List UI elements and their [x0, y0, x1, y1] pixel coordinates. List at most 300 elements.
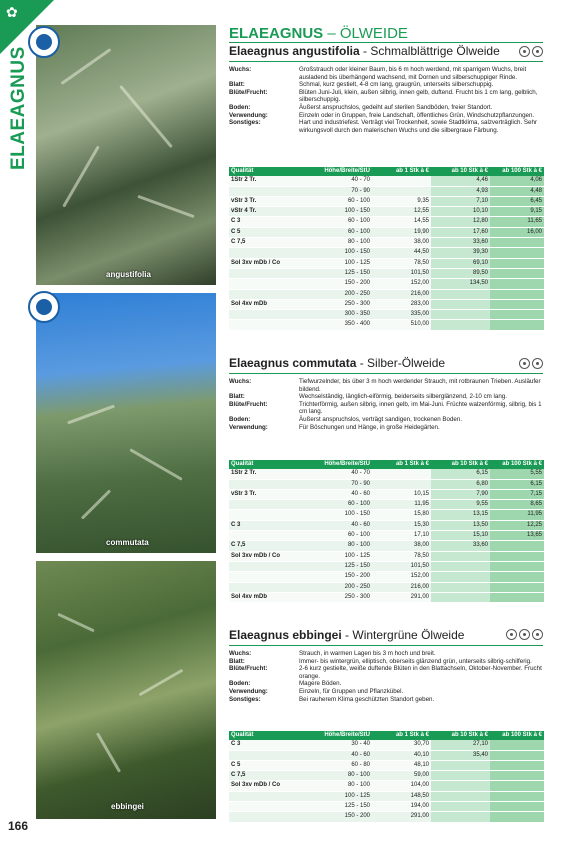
table-row [229, 248, 544, 258]
table-row [229, 489, 544, 499]
table-cell: 15,30 [372, 520, 431, 530]
table-cell [229, 791, 298, 801]
column-header: Qualität [229, 460, 298, 469]
table-cell: 60 - 100 [298, 531, 372, 541]
table-cell: 60 - 100 [298, 500, 372, 510]
table-row [229, 227, 544, 237]
table-cell: vStr 4 Tr. [229, 207, 298, 217]
page-title: ELAEAGNUS – ÖLWEIDE [229, 25, 408, 42]
table-cell [229, 500, 298, 510]
table-cell: 38,00 [372, 238, 431, 248]
page-number: 166 [8, 819, 29, 833]
info-value: Äußerst anspruchslos, verträgt sandigen, trockenen Boden. [299, 415, 463, 423]
table-cell: C 5 [229, 227, 298, 237]
table-row [229, 551, 544, 561]
table-cell: 101,50 [372, 561, 431, 571]
table-cell: 150 - 200 [298, 812, 372, 822]
table-row [229, 289, 544, 299]
sun-icon [532, 358, 543, 369]
table-cell [490, 258, 544, 268]
species-title: Elaeagnus commutata - Silber-Ölweide [229, 356, 446, 370]
table-cell: 350 - 400 [298, 320, 372, 330]
info-row [229, 89, 545, 104]
info-label: Verwendung: [229, 111, 268, 119]
table-cell: 19,90 [372, 227, 431, 237]
column-header: ab 10 Stk à € [431, 167, 490, 176]
table-cell [490, 320, 544, 330]
table-cell [431, 812, 490, 822]
table-cell [229, 750, 298, 760]
table-cell: 4,06 [490, 176, 544, 186]
species-info [229, 378, 545, 431]
sun-icon [506, 629, 517, 640]
table-cell [229, 561, 298, 571]
photo-angustifolia [36, 25, 216, 285]
icon-group [519, 358, 543, 369]
column-header: ab 1 Stk à € [372, 731, 431, 740]
table-cell: C 7,5 [229, 238, 298, 248]
table-row [229, 186, 544, 196]
info-label: Sonstiges: [229, 119, 261, 127]
info-row [229, 688, 545, 696]
info-value: Strauch, in warmen Lagen bis 3 m hoch und breit. [299, 650, 436, 657]
table-cell [490, 812, 544, 822]
price-table [229, 460, 544, 603]
table-cell: Sol 3xv mDb / Co [229, 781, 298, 791]
quality-seal-icon [28, 26, 60, 58]
table-cell: 11,65 [490, 217, 544, 227]
info-value: Äußerst anspruchslos, gedeiht auf sterilen Sandböden, freier Standort. [299, 103, 493, 111]
table-cell: C 3 [229, 520, 298, 530]
column-header: Qualität [229, 167, 298, 176]
table-cell: 13,65 [490, 531, 544, 541]
table-cell [229, 812, 298, 822]
table-cell: 35,40 [431, 750, 490, 760]
table-row [229, 760, 544, 770]
table-cell [229, 186, 298, 196]
table-cell: 250 - 300 [298, 592, 372, 602]
table-cell: C 5 [229, 760, 298, 770]
table-cell: 216,00 [372, 289, 431, 299]
column-header: Höhe/Breite/StU [298, 460, 372, 469]
table-row [229, 781, 544, 791]
divider [229, 42, 543, 43]
table-cell: 12,55 [372, 207, 431, 217]
table-cell [431, 791, 490, 801]
table-cell: 100 - 125 [298, 791, 372, 801]
table-cell: 80 - 100 [298, 238, 372, 248]
table-row [229, 196, 544, 206]
info-value: Blüten Juni-Juli, klein, außen silbrig, innen gelb, duftend. Frucht bis 1 cm lang, gelblich, silberschuppig. [299, 88, 538, 104]
table-cell: 291,00 [372, 592, 431, 602]
info-row [229, 104, 545, 112]
table-cell: 40 - 60 [298, 520, 372, 530]
table-row [229, 310, 544, 320]
table-cell: 9,15 [490, 207, 544, 217]
table-cell: 14,55 [372, 217, 431, 227]
table-cell: 30 - 40 [298, 740, 372, 750]
table-row [229, 207, 544, 217]
table-cell: C 7,5 [229, 771, 298, 781]
column-header: ab 10 Stk à € [431, 731, 490, 740]
column-header: ab 100 Stk à € [490, 167, 544, 176]
table-cell [490, 268, 544, 278]
table-cell [490, 551, 544, 561]
info-row [229, 81, 545, 89]
table-row [229, 258, 544, 268]
table-row [229, 176, 544, 186]
table-cell: 78,50 [372, 258, 431, 268]
table-cell: 38,00 [372, 541, 431, 551]
table-cell [490, 299, 544, 309]
table-cell: 148,50 [372, 791, 431, 801]
table-cell: 100 - 125 [298, 258, 372, 268]
table-cell [431, 781, 490, 791]
info-label: Boden: [229, 103, 251, 111]
info-value: Hart und industriefest. Verträgt viel Trockenheit, sowie Stadtklima, salzverträglich. Sehr wirkungsvoll durch den malerischen Wuchs und die silbergraue Färbung. [299, 119, 537, 134]
table-cell: 59,00 [372, 771, 431, 781]
table-cell [490, 740, 544, 750]
info-label: Blatt: [229, 657, 245, 665]
table-row [229, 520, 544, 530]
table-cell [490, 771, 544, 781]
icon-group [519, 46, 543, 57]
table-cell: 16,00 [490, 227, 544, 237]
info-row [229, 119, 545, 134]
column-header: Höhe/Breite/StU [298, 731, 372, 740]
info-value: Schmal, kurz gestielt, 4-8 cm lang, graugrün, unterseits silberschuppig. [299, 81, 494, 89]
table-cell [229, 279, 298, 289]
table-row [229, 479, 544, 489]
column-header: ab 1 Stk à € [372, 167, 431, 176]
info-row [229, 112, 545, 120]
table-cell: 200 - 250 [298, 582, 372, 592]
info-row [229, 66, 545, 81]
table-cell: 33,60 [431, 238, 490, 248]
table-row [229, 740, 544, 750]
table-cell: 39,30 [431, 248, 490, 258]
table-cell [431, 572, 490, 582]
table-cell: 125 - 150 [298, 561, 372, 571]
table-cell: 40 - 60 [298, 750, 372, 760]
table-cell: 89,50 [431, 268, 490, 278]
table-cell: 80 - 100 [298, 541, 372, 551]
table-cell: 60 - 80 [298, 760, 372, 770]
table-row [229, 750, 544, 760]
table-cell: 40 - 70 [298, 176, 372, 186]
table-cell: 80 - 100 [298, 781, 372, 791]
info-value: 2-6 kurz gestielte, weiße duftende Blüten in den Blattachseln, Oktober-November. Frucht orange. [299, 665, 542, 680]
table-cell: 15,80 [372, 510, 431, 520]
info-row [229, 696, 545, 704]
info-label: Verwendung: [229, 687, 268, 695]
table-cell [490, 750, 544, 760]
table-cell: 134,50 [431, 279, 490, 289]
table-cell: 60 - 100 [298, 217, 372, 227]
info-row [229, 650, 545, 658]
table-cell: 510,00 [372, 320, 431, 330]
photo-caption: angustifolia [106, 270, 151, 279]
photo-ebbingei [36, 561, 216, 819]
table-cell: 10,10 [431, 207, 490, 217]
divider [229, 373, 543, 374]
table-row [229, 592, 544, 602]
table-cell: 6,80 [431, 479, 490, 489]
price-table [229, 167, 544, 331]
table-cell [490, 802, 544, 812]
table-cell: 5,55 [490, 469, 544, 479]
info-value: Großstrauch oder kleiner Baum, bis 6 m hoch werdend, mit sparrigem Wuchs, breit ausladend bis überhängend wachsend, mit Dornen und silberschuppiger Rinde. [299, 66, 527, 81]
table-cell: 125 - 150 [298, 802, 372, 812]
info-value: Immer- bis wintergrün, elliptisch, oberseits glänzend grün, unterseits silbrig-schilferig. [299, 657, 532, 665]
table-cell: 9,55 [431, 500, 490, 510]
info-label: Blatt: [229, 393, 245, 401]
table-cell [490, 238, 544, 248]
table-cell [229, 572, 298, 582]
photo-caption: commutata [106, 538, 149, 547]
table-cell: C 3 [229, 740, 298, 750]
side-title: ELAEAGNUS [8, 46, 29, 170]
table-cell: vStr 3 Tr. [229, 489, 298, 499]
table-cell: 48,10 [372, 760, 431, 770]
table-cell [431, 561, 490, 571]
table-cell [490, 310, 544, 320]
info-value: Wechselständig, länglich-eiförmig, beiderseits silberglänzend, 2-10 cm lang. [299, 393, 507, 401]
table-cell [372, 186, 431, 196]
table-cell: 70 - 90 [298, 186, 372, 196]
table-header-row [229, 731, 544, 740]
table-cell: 4,93 [431, 186, 490, 196]
table-cell: 70 - 90 [298, 479, 372, 489]
table-row [229, 299, 544, 309]
table-cell: 11,95 [490, 510, 544, 520]
info-value: Magere Böden. [299, 680, 342, 688]
table-cell [229, 268, 298, 278]
table-cell [490, 279, 544, 289]
info-label: Boden: [229, 680, 251, 688]
table-cell [431, 551, 490, 561]
table-cell: 6,15 [490, 479, 544, 489]
column-header: ab 10 Stk à € [431, 460, 490, 469]
table-cell: 152,00 [372, 279, 431, 289]
table-cell: 12,80 [431, 217, 490, 227]
table-cell: 250 - 300 [298, 299, 372, 309]
table-cell [229, 531, 298, 541]
table-cell: 40 - 60 [298, 489, 372, 499]
table-cell [431, 802, 490, 812]
info-value: Tiefwurzelnder, bis über 3 m hoch werdender Strauch, mit rotbraunen Trieben. Ausläufer bildend. [299, 378, 541, 393]
table-cell: 283,00 [372, 299, 431, 309]
table-cell: 15,10 [431, 531, 490, 541]
table-cell: 80 - 100 [298, 771, 372, 781]
table-cell: 7,15 [490, 489, 544, 499]
table-cell: 200 - 250 [298, 289, 372, 299]
table-cell [490, 781, 544, 791]
table-header-row [229, 460, 544, 469]
table-cell: 4,48 [490, 186, 544, 196]
table-row [229, 320, 544, 330]
column-header: ab 100 Stk à € [490, 460, 544, 469]
species-title: Elaeagnus angustifolia - Schmalblättrige Ölweide [229, 44, 500, 58]
column-header: Höhe/Breite/StU [298, 167, 372, 176]
table-cell [490, 289, 544, 299]
table-cell: 104,00 [372, 781, 431, 791]
info-value: Bei rauherem Klima geschützten Standort geben. [299, 695, 435, 703]
info-label: Blüte/Frucht: [229, 665, 268, 673]
column-header: ab 1 Stk à € [372, 460, 431, 469]
table-cell [490, 592, 544, 602]
info-value: Für Böschungen und Hänge, in große Heidegärten. [299, 423, 440, 431]
table-cell [431, 771, 490, 781]
price-table [229, 731, 544, 823]
column-header: ab 100 Stk à € [490, 731, 544, 740]
table-cell [229, 802, 298, 812]
table-cell: 194,00 [372, 802, 431, 812]
table-cell: 9,35 [372, 196, 431, 206]
table-cell [372, 469, 431, 479]
info-row [229, 401, 545, 416]
table-cell [229, 310, 298, 320]
photo-commutata [36, 293, 216, 553]
table-cell: 17,60 [431, 227, 490, 237]
table-cell: 6,15 [431, 469, 490, 479]
table-cell: 150 - 200 [298, 279, 372, 289]
table-cell: 7,10 [431, 196, 490, 206]
table-cell: 13,50 [431, 520, 490, 530]
table-row [229, 279, 544, 289]
table-cell: 4,46 [431, 176, 490, 186]
table-cell: 100 - 150 [298, 207, 372, 217]
table-row [229, 541, 544, 551]
species-info [229, 66, 545, 134]
info-label: Blüte/Frucht: [229, 88, 268, 96]
table-row [229, 268, 544, 278]
table-cell: 291,00 [372, 812, 431, 822]
table-cell [431, 310, 490, 320]
table-cell: 27,10 [431, 740, 490, 750]
table-row [229, 771, 544, 781]
table-cell [431, 289, 490, 299]
table-cell: 1Str 2 Tr. [229, 176, 298, 186]
divider [229, 61, 543, 62]
table-cell: Sol 3xv mDb / Co [229, 551, 298, 561]
species-info [229, 650, 545, 703]
species-title: Elaeagnus ebbingei - Wintergrüne Ölweide [229, 628, 465, 642]
table-cell: 8,65 [490, 500, 544, 510]
table-cell: Sol 4xv mDb [229, 592, 298, 602]
table-row [229, 531, 544, 541]
info-value: Trichterförmig, außen silbrig, innen gelb, im Mai-Juni. Früchte walzenförmig, silbrig, bis 1 cm lang. [299, 400, 542, 416]
leaf-icon [532, 629, 543, 640]
table-row [229, 582, 544, 592]
table-row [229, 217, 544, 227]
table-cell [229, 289, 298, 299]
table-cell [431, 592, 490, 602]
table-cell: 78,50 [372, 551, 431, 561]
table-cell [431, 299, 490, 309]
table-cell [490, 572, 544, 582]
sun-icon [519, 358, 530, 369]
table-cell: 13,15 [431, 510, 490, 520]
table-cell: 150 - 200 [298, 572, 372, 582]
table-cell: 100 - 150 [298, 248, 372, 258]
icon-group [506, 629, 543, 640]
info-label: Sonstiges: [229, 695, 261, 703]
table-row [229, 572, 544, 582]
table-cell: 30,70 [372, 740, 431, 750]
table-cell: 216,00 [372, 582, 431, 592]
info-label: Blatt: [229, 81, 245, 89]
table-cell: 60 - 100 [298, 227, 372, 237]
table-cell: 10,15 [372, 489, 431, 499]
table-cell [372, 479, 431, 489]
table-cell: 69,10 [431, 258, 490, 268]
table-cell [229, 320, 298, 330]
info-row [229, 416, 545, 424]
info-row [229, 393, 545, 401]
info-label: Wuchs: [229, 66, 252, 73]
table-cell: 7,90 [431, 489, 490, 499]
info-label: Boden: [229, 415, 251, 423]
info-value: Einzeln oder in Gruppen, freie Landschaft, öffentliches Grün, Windschutzpflanzungen. [299, 111, 535, 119]
table-row [229, 561, 544, 571]
table-cell: 100 - 125 [298, 551, 372, 561]
table-cell [490, 760, 544, 770]
info-label: Blüte/Frucht: [229, 400, 268, 408]
table-cell: 300 - 350 [298, 310, 372, 320]
table-cell: 33,60 [431, 541, 490, 551]
info-row [229, 680, 545, 688]
table-row [229, 791, 544, 801]
quality-seal-icon [28, 291, 60, 323]
table-row [229, 238, 544, 248]
table-cell: 152,00 [372, 572, 431, 582]
info-row [229, 424, 545, 432]
table-cell: 17,10 [372, 531, 431, 541]
table-cell [490, 541, 544, 551]
table-cell: 335,00 [372, 310, 431, 320]
column-header: Qualität [229, 731, 298, 740]
table-cell: vStr 3 Tr. [229, 196, 298, 206]
photo-caption: ebbingei [111, 802, 144, 811]
table-row [229, 510, 544, 520]
table-cell [490, 248, 544, 258]
info-label: Wuchs: [229, 650, 252, 657]
info-label: Wuchs: [229, 378, 252, 385]
info-row [229, 665, 545, 680]
table-cell: 60 - 100 [298, 196, 372, 206]
table-cell [490, 582, 544, 592]
divider [229, 645, 543, 646]
info-row [229, 378, 545, 393]
table-cell: 40,10 [372, 750, 431, 760]
table-cell: 11,95 [372, 500, 431, 510]
table-cell [229, 510, 298, 520]
table-cell [372, 176, 431, 186]
table-header-row [229, 167, 544, 176]
table-cell [431, 582, 490, 592]
table-cell: 44,50 [372, 248, 431, 258]
info-row [229, 658, 545, 666]
info-value: Einzeln, für Gruppen und Pflanzkübel. [299, 687, 404, 695]
table-cell [431, 760, 490, 770]
leaf-icon: ✿ [6, 4, 18, 20]
table-cell: 6,45 [490, 196, 544, 206]
table-cell: C 3 [229, 217, 298, 227]
table-cell: Sol 4xv mDb [229, 299, 298, 309]
table-cell [229, 582, 298, 592]
table-cell: 125 - 150 [298, 268, 372, 278]
